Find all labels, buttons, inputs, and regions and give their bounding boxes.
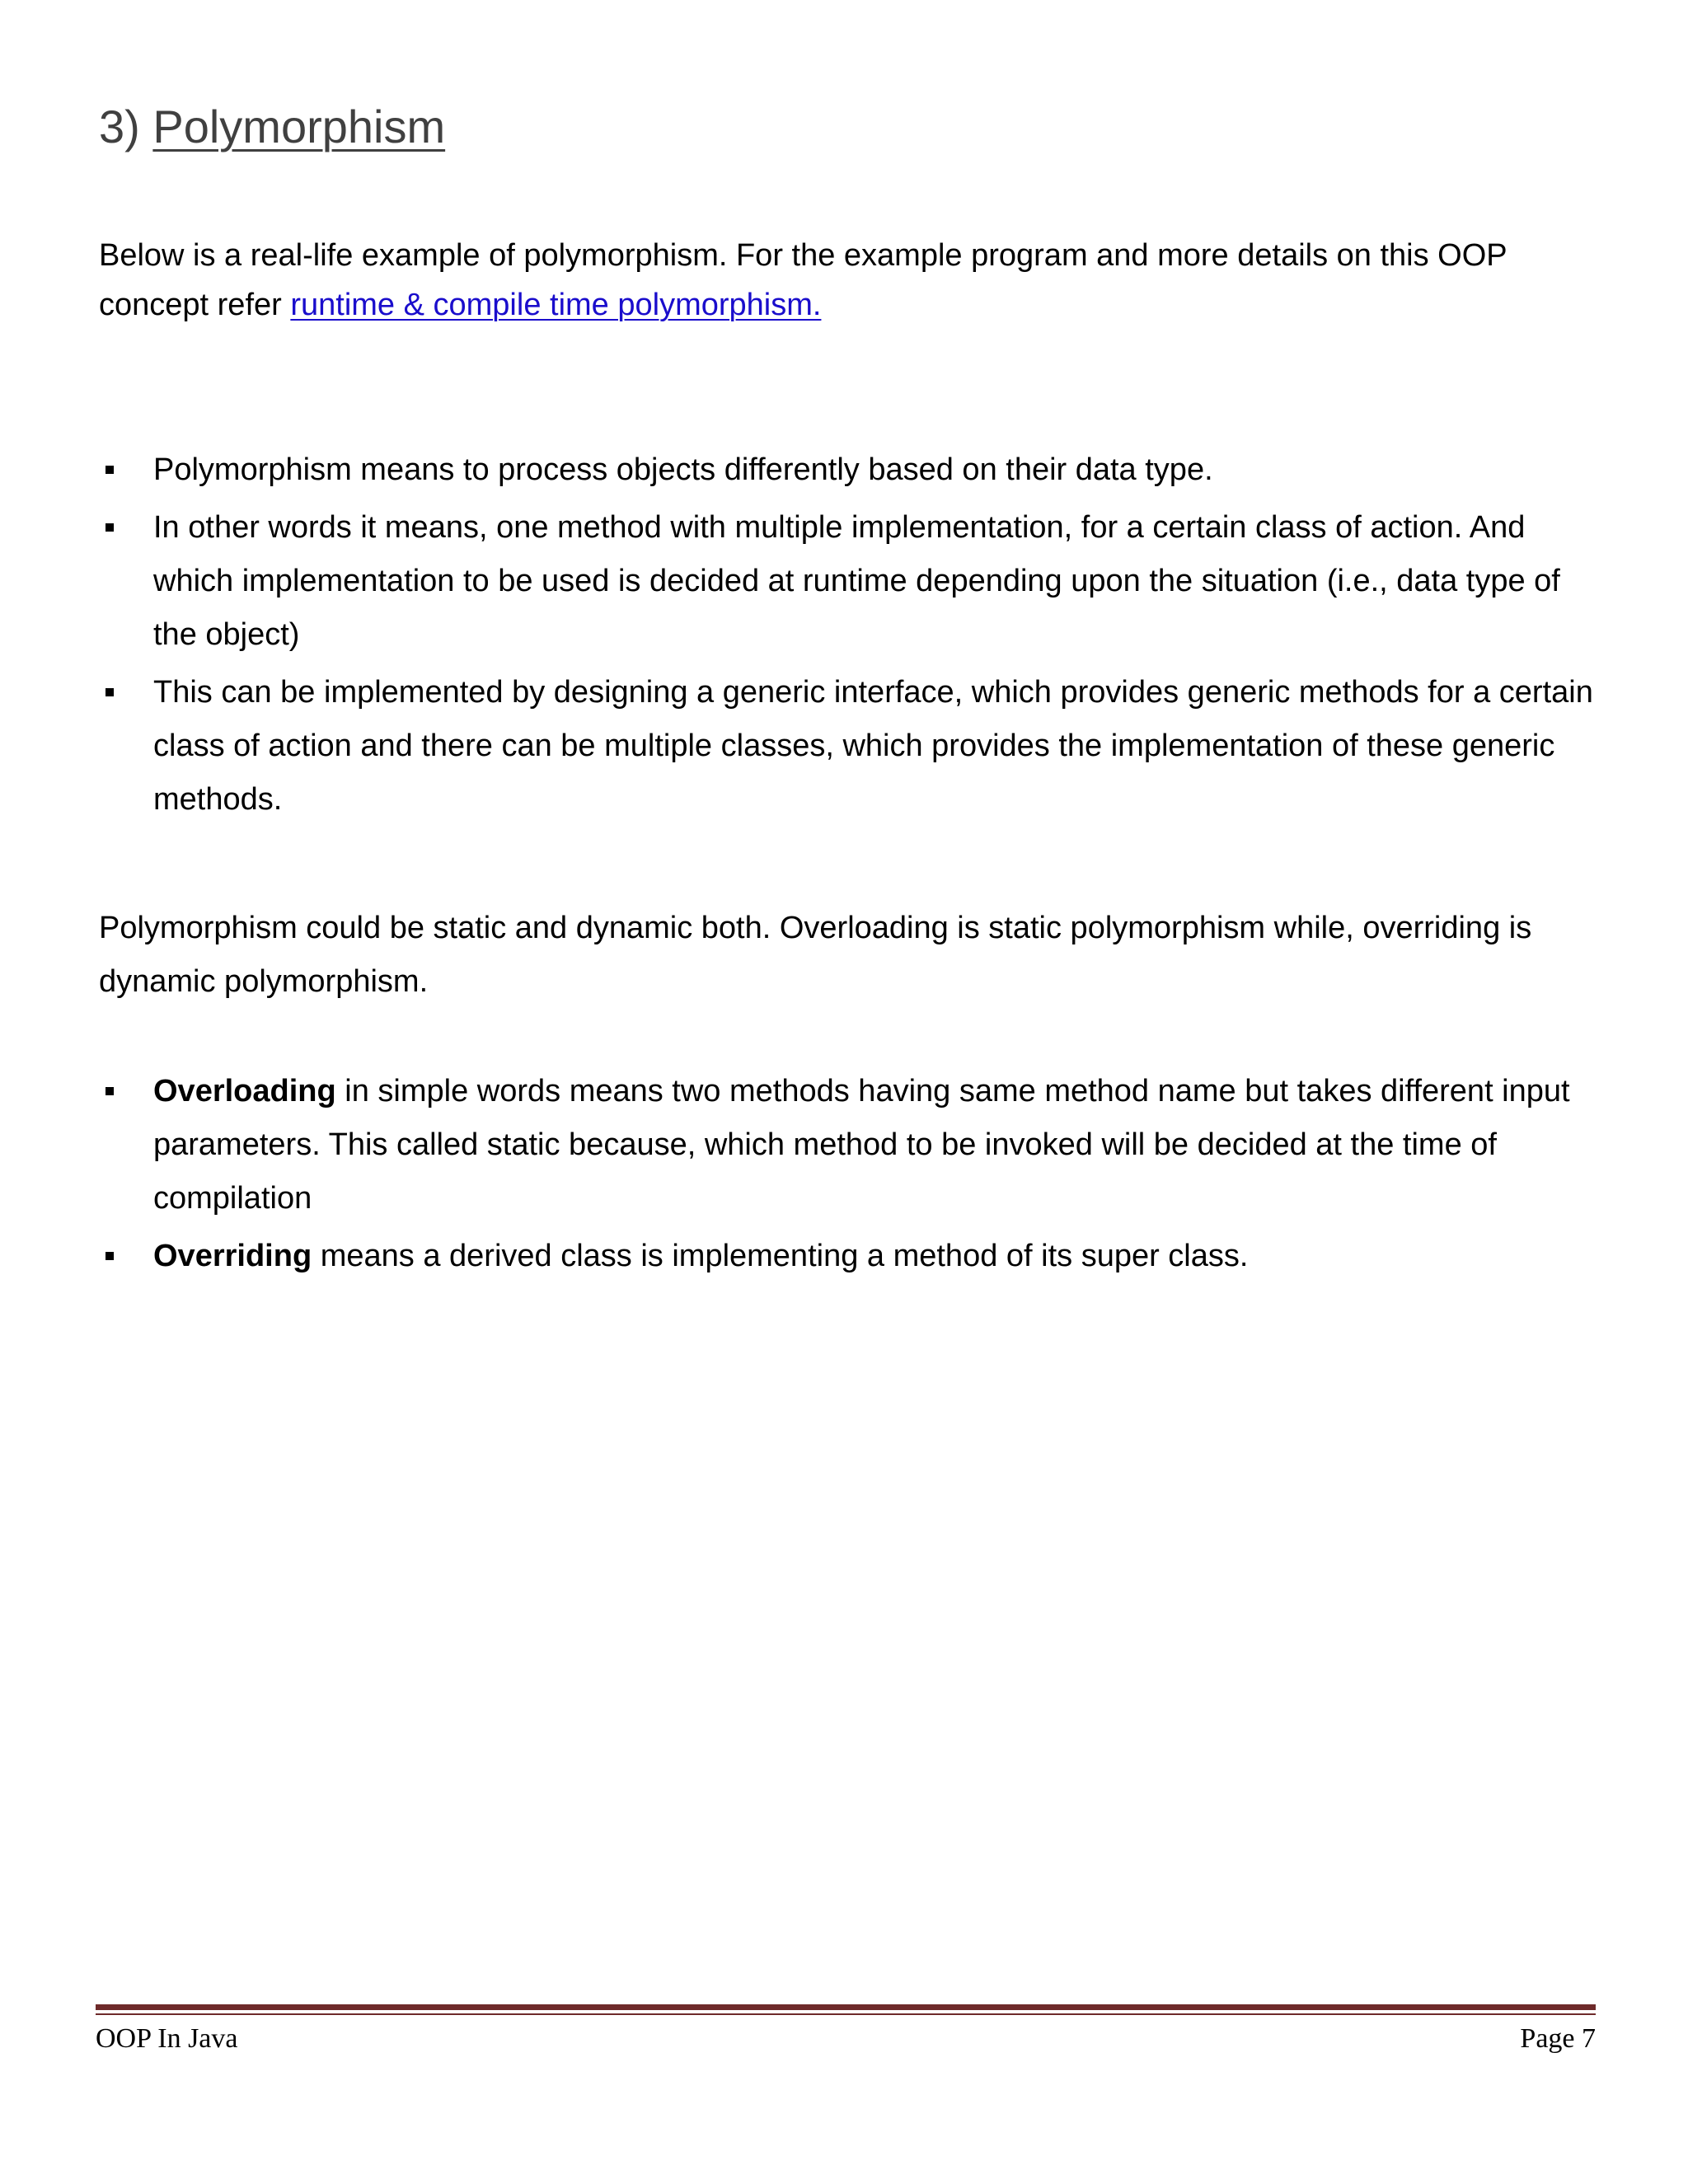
section-heading bbox=[99, 97, 445, 157]
list-item-text: means a derived class is implementing a method of its super class. bbox=[312, 1239, 1249, 1273]
overriding-term: Overriding bbox=[153, 1239, 312, 1273]
list-item bbox=[99, 501, 1599, 662]
list-item-text: in simple words means two methods having same method name but takes different input parameters. This called static because, which method to be invoked will be decided at the time of compilation bbox=[153, 1074, 1570, 1216]
list-item bbox=[99, 443, 1599, 497]
section-number: 3) bbox=[99, 101, 140, 152]
bullet-square-icon bbox=[106, 1252, 114, 1260]
footer-divider-thin bbox=[96, 2013, 1596, 2015]
list-item bbox=[99, 1065, 1599, 1226]
intro-text: Below is a real-life example of polymorphism. For the example program and more details on this OOP concept refer bbox=[99, 238, 1507, 322]
footer-divider-thick bbox=[96, 2004, 1596, 2010]
polymorphism-link[interactable]: runtime & compile time polymorphism. bbox=[290, 288, 822, 322]
bullet-square-icon bbox=[106, 688, 114, 696]
list-item-text: Polymorphism means to process objects differently based on their data type. bbox=[153, 452, 1213, 487]
polymorphism-bullet-list bbox=[99, 443, 1599, 831]
list-item bbox=[99, 1230, 1599, 1283]
intro-paragraph bbox=[99, 231, 1599, 330]
page-footer bbox=[96, 2018, 1596, 2060]
overloading-term: Overloading bbox=[153, 1074, 336, 1108]
list-item bbox=[99, 666, 1599, 827]
bullet-square-icon bbox=[106, 1087, 114, 1095]
list-item-text: This can be implemented by designing a generic interface, which provides generic methods for a certain class of action and there can be multiple classes, which provides the implementation of these generic methods. bbox=[153, 675, 1593, 817]
static-dynamic-paragraph: Polymorphism could be static and dynamic both. Overloading is static polymorphism while, overriding is dynamic polymorphism. bbox=[99, 911, 1532, 999]
section-title: Polymorphism bbox=[152, 101, 446, 152]
bullet-square-icon bbox=[106, 523, 114, 532]
footer-page-number: Page 7 bbox=[1520, 2023, 1596, 2054]
bullet-square-icon bbox=[106, 466, 114, 474]
list-item-text: In other words it means, one method with multiple implementation, for a certain class of action. And which implementation to be used is decided at runtime depending upon the situation (i.e., data type of the object) bbox=[153, 510, 1560, 652]
overloading-overriding-list bbox=[99, 1065, 1599, 1287]
footer-document-title: OOP In Java bbox=[96, 2023, 238, 2054]
